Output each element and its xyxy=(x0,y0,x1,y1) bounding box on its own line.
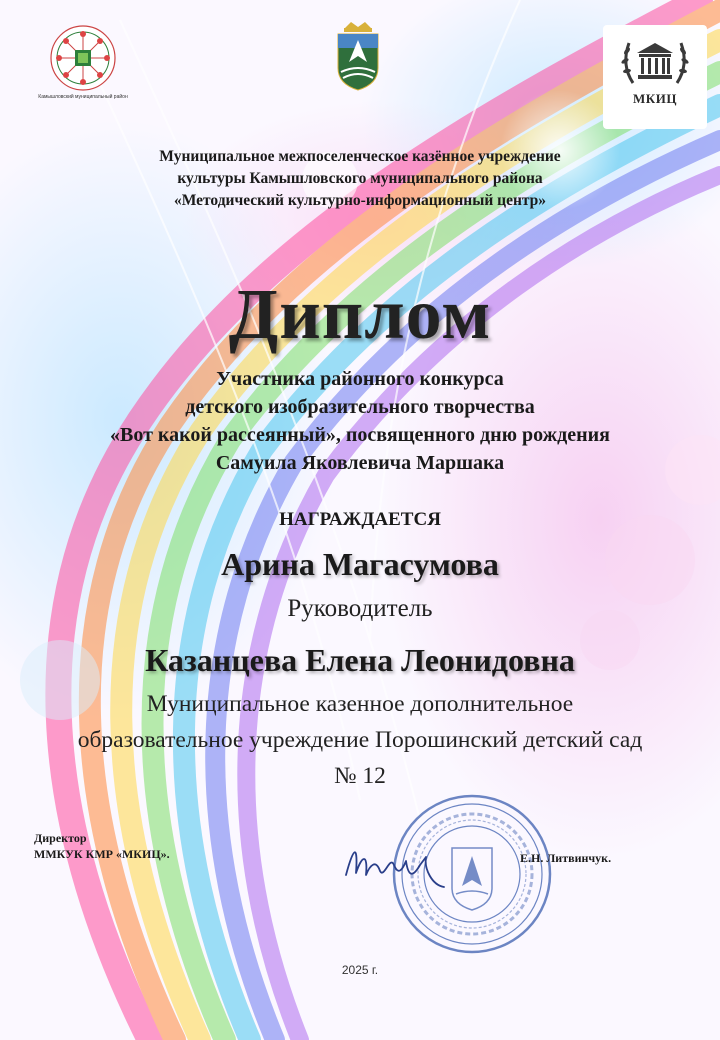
district-logo-caption: Камышловский муниципальный район xyxy=(38,94,128,100)
mkic-logo xyxy=(603,25,707,129)
participant-name: Арина Магасумова xyxy=(221,546,499,582)
director-signature xyxy=(340,835,450,895)
institution-line-2: образовательное учреждение Порошинский детский сад xyxy=(77,727,643,753)
director-name: Е.Н. Литвинчук. xyxy=(520,851,612,865)
subtitle-line-2: детского изобразительного творчества xyxy=(185,396,535,418)
leader-label: Руководитель xyxy=(287,595,433,622)
district-round-logo xyxy=(38,22,128,104)
director-title-line-1: Директор xyxy=(34,831,87,845)
mkic-logo-label: МКИЦ xyxy=(633,91,677,106)
issue-year: 2025 г. xyxy=(341,963,379,977)
awarded-label: НАГРАЖДАЕТСЯ xyxy=(279,509,441,530)
subtitle-line-1: Участника районного конкурса xyxy=(216,368,504,390)
director-title xyxy=(34,830,264,862)
director-title-line-2: ММКУК КМР «МКИЦ». xyxy=(34,847,170,861)
organization-line-1: Муниципальное межпоселенческое казённое учреждение xyxy=(159,148,561,165)
institution-line-1: Муниципальное казенное дополнительное xyxy=(146,691,574,717)
institution-block xyxy=(0,686,720,794)
diploma-title: Диплом xyxy=(228,274,492,354)
organization-line-3: «Методический культурно-информационный центр» xyxy=(173,192,547,209)
institution-line-3: № 12 xyxy=(334,763,386,789)
diploma-subtitle xyxy=(20,365,700,477)
subtitle-line-3: «Вот какой рассеянный», посвященного дню рождения xyxy=(110,424,610,446)
organization-line-2: культуры Камышловского муниципального района xyxy=(177,170,543,187)
leader-name: Казанцева Елена Леонидовна xyxy=(145,642,575,678)
coat-of-arms-icon xyxy=(335,22,381,92)
subtitle-line-4: Самуила Яковлевича Маршака xyxy=(215,452,505,474)
organization-header xyxy=(60,146,660,212)
